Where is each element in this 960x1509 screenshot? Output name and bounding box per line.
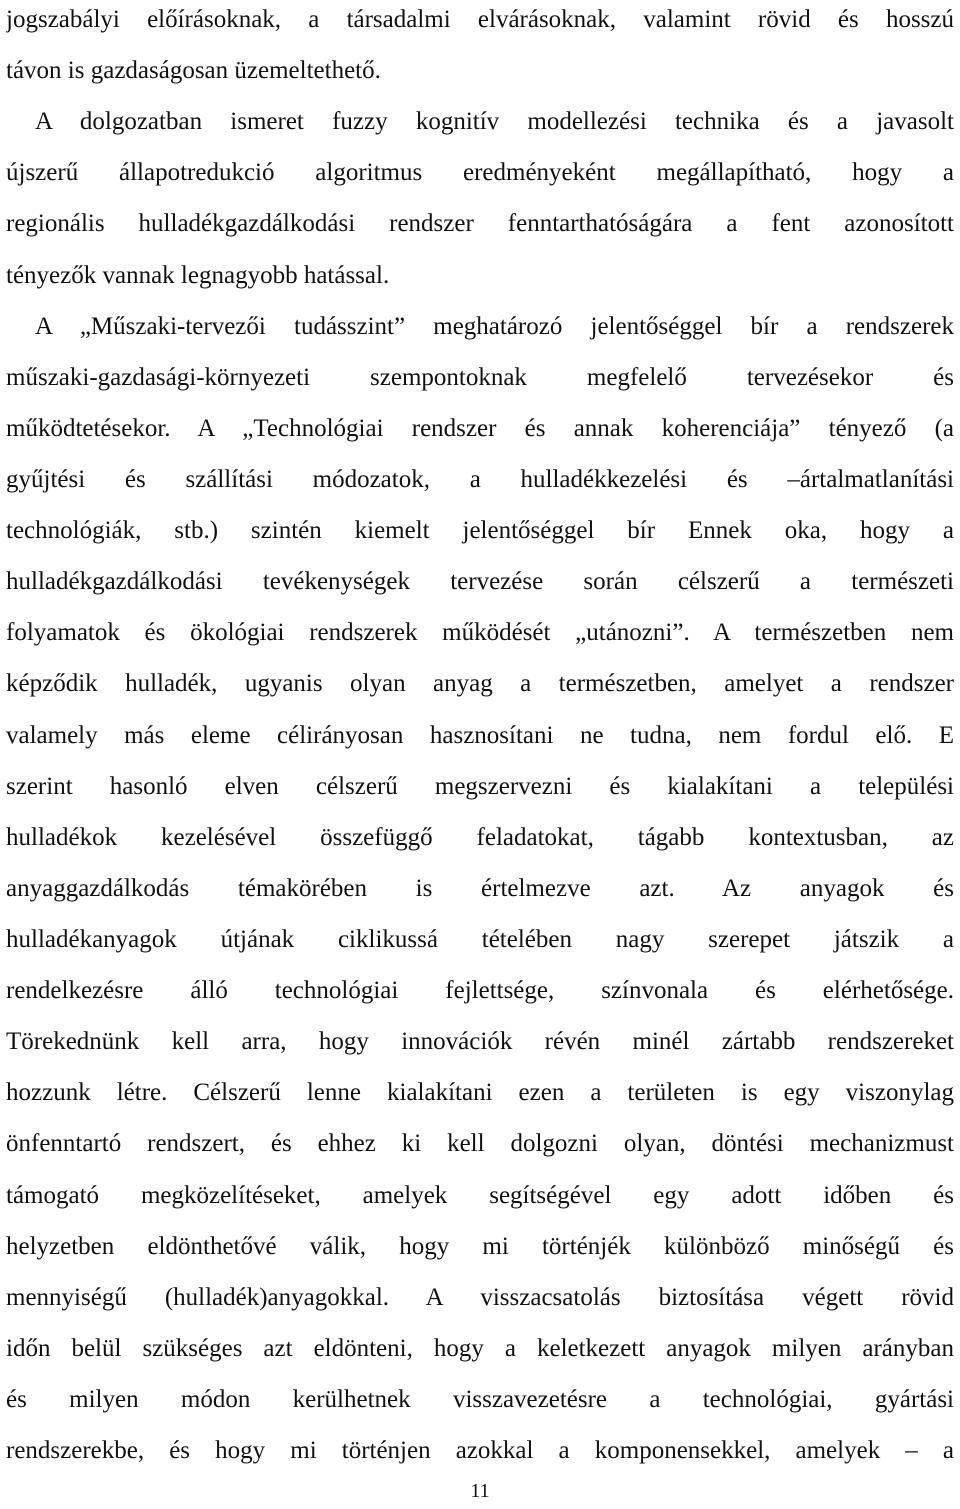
text-line: önfenntartó rendszert, és ehhez ki kell dolgozni olyan, döntési mechanizmust [6,1130,954,1158]
page-number: 11 [470,1480,490,1502]
text-line: hulladékok kezelésével összefüggő feladatokat, tágabb kontextusban, az [6,823,954,851]
text-line: szerint hasonló elven célszerű megszervezni és kialakítani a települési [6,772,954,800]
text-line: valamely más eleme célirányosan hasznosítani ne tudna, nem fordul elő. E [6,721,954,749]
text-line: regionális hulladékgazdálkodási rendszer fenntarthatóságára a fent azonosított [6,210,954,238]
body-text [6,0,954,1476]
text-line: távon is gazdaságosan üzemeltethető. [6,57,381,85]
text-line: A „Műszaki-tervezői tudásszint” meghatározó jelentőséggel bír a rendszerek [35,312,954,340]
text-line: rendszerekbe, és hogy mi történjen azokkal a komponensekkel, amelyek – a [6,1437,954,1465]
text-line: folyamatok és ökológiai rendszerek működését „utánozni”. A természetben nem [6,619,954,647]
text-line: anyaggazdálkodás témakörében is értelmezve azt. Az anyagok és [6,874,954,902]
text-line: és milyen módon kerülhetnek visszavezetésre a technológiai, gyártási [6,1385,954,1413]
text-line: támogató megközelítéseket, amelyek segítségével egy adott időben és [6,1181,954,1209]
text-line: rendelkezésre álló technológiai fejlettsége, színvonala és elérhetősége. [6,977,954,1005]
text-line: hulladékanyagok útjának ciklikussá tételében nagy szerepet játszik a [6,925,954,953]
text-line: képződik hulladék, ugyanis olyan anyag a természetben, amelyet a rendszer [6,670,954,698]
text-line: újszerű állapotredukció algoritmus eredményeként megállapítható, hogy a [6,159,954,187]
text-line: Törekednünk kell arra, hogy innovációk révén minél zártabb rendszereket [6,1028,954,1056]
text-line: időn belül szükséges azt eldönteni, hogy a keletkezett anyagok milyen arányban [6,1334,954,1362]
text-line: gyűjtési és szállítási módozatok, a hulladékkezelési és –ártalmatlanítási [6,465,954,493]
text-line: technológiák, stb.) szintén kiemelt jelentőséggel bír Ennek oka, hogy a [6,517,954,545]
text-line: hozzunk létre. Célszerű lenne kialakítani ezen a területen is egy viszonylag [6,1079,954,1107]
text-line: tényezők vannak legnagyobb hatással. [6,261,390,289]
text-line: működtetésekor. A „Technológiai rendszer és annak koherenciája” tényező (a [6,414,954,442]
text-line: A dolgozatban ismeret fuzzy kognitív modellezési technika és a javasolt [35,108,954,136]
text-line: jogszabályi előírásoknak, a társadalmi elvárásoknak, valamint rövid és hosszú [6,6,954,33]
text-line: műszaki-gazdasági-környezeti szempontoknak megfelelő tervezésekor és [6,363,954,391]
text-line: mennyiségű (hulladék)anyagokkal. A visszacsatolás biztosítása végett rövid [6,1283,954,1311]
text-line: helyzetben eldönthetővé válik, hogy mi történjék különböző minőségű és [6,1232,954,1260]
text-line: hulladékgazdálkodási tevékenységek tervezése során célszerű a természeti [6,568,954,596]
